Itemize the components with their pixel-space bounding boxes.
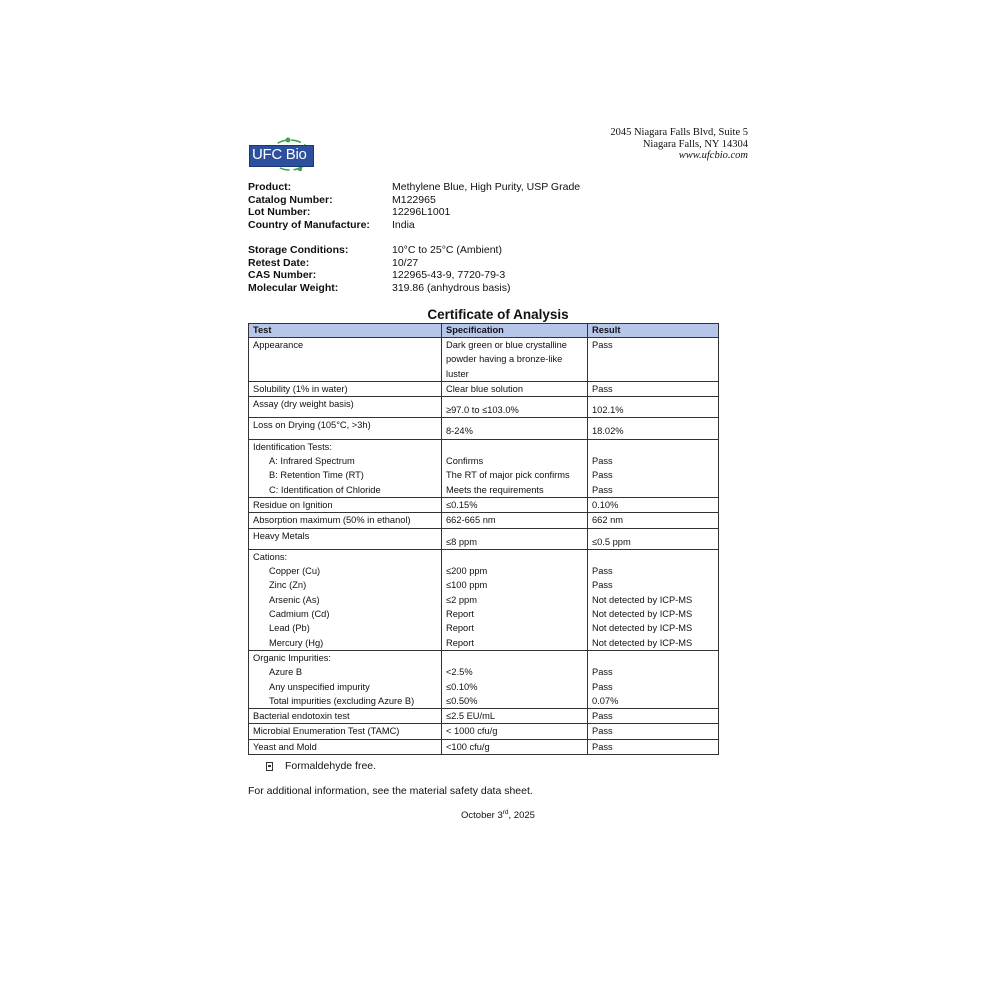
spec-cell [442,724,588,739]
info-row [248,219,580,232]
result-cell [588,739,719,754]
cell-line: Copper (Cu) [269,566,321,577]
spec-cell [442,381,588,396]
info-row [248,282,511,295]
info-label: Retest Date: [248,256,310,269]
coa-title: Certificate of Analysis [427,307,569,322]
cell-line: Pass [592,711,613,722]
table-row [249,739,719,754]
info-value: 122965-43-9, 7720-79-3 [392,269,506,282]
result-cell [588,397,719,418]
table-row [249,513,719,528]
info-value: 319.86 (anhydrous basis) [392,281,511,294]
spec-cell [442,397,588,418]
info-value: Methylene Blue, High Purity, USP Grade [392,181,581,193]
cell-line: ≤100 ppm [446,580,488,591]
cell-line: Bacterial endotoxin test [253,711,350,722]
test-cell [249,497,442,512]
cell-line: The RT of major pick confirms [446,470,570,481]
info-value: India [392,218,415,231]
cell-line: A: Infrared Spectrum [269,456,355,467]
test-cell [249,528,442,549]
cell-line: Cations: [253,551,288,562]
date-rest: , 2025 [508,810,535,822]
cell-line: Microbial Enumeration Test (TAMC) [253,726,400,737]
cell-line: ≤0.50% [446,695,478,706]
info-row [248,257,511,270]
spec-cell [442,513,588,528]
cell-line: <100 cfu/g [446,741,490,752]
company-website: www.ufcbio.com [678,150,748,161]
spec-cell [442,418,588,439]
test-cell [249,418,442,439]
cell-line [592,440,714,454]
cell-line: Organic Impurities: [253,652,332,663]
cell-line [592,651,714,665]
result-cell [588,439,719,497]
cell-line: Pass [592,667,613,678]
cell-line: ≤2 ppm [446,594,477,605]
test-cell [249,397,442,418]
footer-note: For additional information, see the material safety data sheet. [248,785,533,797]
info-row [248,181,580,194]
logo-text: UFC Bio [252,146,307,163]
cell-line: ≤0.15% [446,499,478,510]
info-value: 10°C to 25°C (Ambient) [392,244,502,256]
cell-line: 102.1% [592,405,624,416]
product-info [248,181,580,231]
header-specification: Specification [442,324,588,338]
info-row [248,194,580,207]
address-line-1: 2045 Niagara Falls Blvd, Suite 5 [610,127,748,138]
cell-line: 0.10% [592,499,619,510]
cell-line: ≤8 ppm [446,536,477,547]
cell-line: 662-665 nm [446,515,496,526]
cell-line: Lead (Pb) [269,623,310,634]
info-label: Catalog Number: [248,193,333,206]
company-logo [248,136,316,176]
test-cell [249,650,442,708]
info-label: CAS Number: [248,269,317,282]
cell-line: Total impurities (excluding Azure B) [269,695,415,706]
header-test: Test [249,324,442,338]
info-label: Storage Conditions: [248,244,349,256]
spec-cell [442,338,588,382]
cell-line: Not detected by ICP-MS [592,594,693,605]
cell-line: ≤0.5 ppm [592,536,631,547]
cell-line: Not detected by ICP-MS [592,623,693,634]
test-cell [249,439,442,497]
cell-line: Identification Tests: [253,441,332,452]
cell-line: Not detected by ICP-MS [592,609,693,620]
cell-line [446,550,583,564]
document-date [248,809,748,821]
cell-line: Pass [592,340,613,350]
cell-line: Pass [592,456,613,467]
address-line-2: Niagara Falls, NY 14304 [642,138,748,150]
spec-cell [442,497,588,512]
cell-line: Not detected by ICP-MS [592,637,693,648]
spec-cell [442,439,588,497]
table-header-row [249,324,719,338]
test-cell [249,724,442,739]
cell-line: Mercury (Hg) [269,637,324,648]
cell-line: powder having a bronze-like [446,354,563,365]
spec-cell [442,739,588,754]
date-prefix: October 3 [461,810,503,822]
table-row [249,528,719,549]
table-row [249,549,719,650]
cell-line: Pass [592,566,613,577]
cell-line: Pass [592,681,613,692]
info-row [248,206,580,219]
result-cell [588,528,719,549]
table-row [249,724,719,739]
cell-line: luster [446,368,469,379]
cell-line: 8-24% [446,426,473,437]
cell-line: Heavy Metals [253,530,310,541]
company-address [610,127,748,162]
result-cell [588,709,719,724]
cell-line: Pass [592,383,613,394]
cell-line: Residue on Ignition [253,499,333,510]
cell-line: Report [446,623,474,634]
test-cell [249,549,442,650]
info-value: 10/27 [392,256,419,269]
info-row [248,244,511,257]
cell-line: Pass [592,726,613,737]
info-label: Molecular Weight: [248,281,339,294]
cell-line: Dark green or blue crystalline [446,340,567,350]
cell-line [446,651,583,665]
spec-cell [442,650,588,708]
spec-cell [442,549,588,650]
cell-line: Solubility (1% in water) [253,383,348,394]
cell-line: ≤2.5 EU/mL [446,711,496,722]
table-row [249,497,719,512]
table-row [249,338,719,382]
spec-cell [442,528,588,549]
cell-line: Pass [592,470,613,481]
cell-line: Absorption maximum (50% in ethanol) [253,515,411,526]
spec-cell [442,709,588,724]
cell-line: Pass [592,580,613,591]
cell-line: 18.02% [592,426,624,437]
cell-line: Yeast and Mold [253,741,317,752]
info-label: Lot Number: [248,206,311,219]
cell-line [592,550,714,564]
storage-info [248,244,511,294]
analysis-table [248,323,719,755]
table-row [249,650,719,708]
cell-line: ≤0.10% [446,681,478,692]
cell-line: Azure B [269,667,303,678]
cell-line: Arsenic (As) [269,594,320,605]
test-cell [249,381,442,396]
header-result: Result [588,324,719,338]
test-cell [249,739,442,754]
bullet-note-text: Formaldehyde free. [285,760,377,772]
cell-line: Loss on Drying (105°C, >3h) [253,420,371,431]
test-cell [249,709,442,724]
result-cell [588,381,719,396]
table-row [249,418,719,439]
cell-line [446,440,583,454]
cell-line: Zinc (Zn) [269,580,307,591]
cell-line: B: Retention Time (RT) [269,470,364,481]
info-label: Country of Manufacture: [248,218,370,231]
table-row [249,439,719,497]
result-cell [588,650,719,708]
table-row [249,381,719,396]
result-cell [588,549,719,650]
cell-line: C: Identification of Chloride [269,484,381,495]
cell-line: ≥97.0 to ≤103.0% [446,405,519,416]
cell-line: Confirms [446,456,484,467]
cell-line: Report [446,609,474,620]
result-cell [588,338,719,382]
test-cell [249,338,442,382]
test-cell [249,513,442,528]
table-row [249,709,719,724]
table-row [249,397,719,418]
cell-line: 662 nm [592,515,624,526]
result-cell [588,497,719,512]
cell-line: <2.5% [446,667,473,678]
cell-line: Appearance [253,340,304,350]
cell-line: Clear blue solution [446,383,524,394]
result-cell [588,418,719,439]
cell-line: Any unspecified impurity [269,681,370,692]
cell-line: ≤200 ppm [446,566,488,577]
cell-line: Assay (dry weight basis) [253,399,354,410]
cell-line: Report [446,637,474,648]
result-cell [588,513,719,528]
cell-line: Pass [592,484,613,495]
date-suffix: rd [502,809,509,816]
info-value: M122965 [392,193,436,206]
cell-line: 0.07% [592,695,619,706]
info-row [248,269,511,282]
cell-line: Cadmium (Cd) [269,609,330,620]
formaldehyde-note [266,760,376,772]
checkbox-bullet-icon [266,762,273,771]
info-value: 12296L1001 [392,206,451,219]
cell-line: Pass [592,741,613,752]
cell-line: < 1000 cfu/g [446,726,498,737]
cell-line: Meets the requirements [446,484,544,495]
info-label: Product: [248,181,292,193]
result-cell [588,724,719,739]
